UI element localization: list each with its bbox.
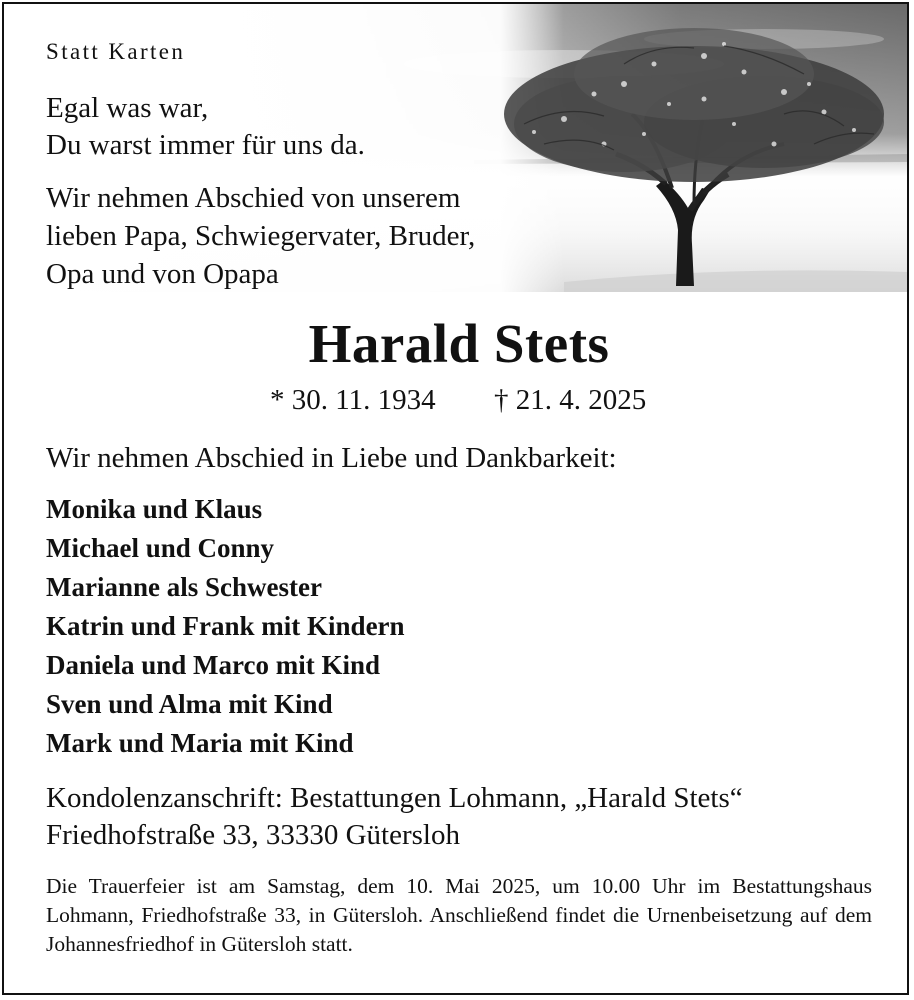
mourner: Monika und Klaus [46, 494, 263, 524]
farewell-line: Wir nehmen Abschied in Liebe und Dankbarkeit: [46, 442, 617, 474]
mourner: Marianne als Schwester [46, 572, 322, 602]
mourner: Michael und Conny [46, 533, 275, 563]
intro-line: Wir nehmen Abschied von unserem [46, 182, 461, 214]
mourner: Katrin und Frank mit Kindern [46, 611, 405, 641]
intro-line: lieben Papa, Schwiegervater, Bruder, [46, 220, 476, 252]
quote [46, 90, 365, 164]
mourner: Mark und Maria mit Kind [46, 728, 354, 758]
quote-line: Du warst immer für uns da. [46, 129, 365, 161]
service-details: Die Trauerfeier ist am Samstag, dem 10. Mai 2025, um 10.00 Uhr im Bestattungshaus Lohmann, Friedhofstraße 33, in Gütersloh. Anschließend findet die Urnenbeisetzung auf dem Johannesfriedhof in Gütersloh statt. [46, 874, 872, 956]
intro-line: Opa und von Opapa [46, 258, 279, 290]
obituary-notice [2, 2, 909, 995]
mourner: Sven und Alma mit Kind [46, 689, 333, 719]
condolence-line: Friedhofstraße 33, 33330 Gütersloh [46, 819, 460, 851]
death-date: † 21. 4. 2025 [494, 384, 647, 416]
deceased-name: Harald Stets [308, 313, 610, 374]
mourner: Daniela und Marco mit Kind [46, 650, 381, 680]
intro-text [46, 179, 475, 293]
condolence-line: Kondolenzanschrift: Bestattungen Lohmann, „Harald Stets“ [46, 782, 743, 814]
condolence-address [46, 780, 743, 854]
quote-line: Egal was war, [46, 92, 209, 124]
header-label: Statt Karten [46, 39, 186, 64]
birth-date: * 30. 11. 1934 [270, 384, 436, 416]
mourners-list [46, 490, 405, 763]
